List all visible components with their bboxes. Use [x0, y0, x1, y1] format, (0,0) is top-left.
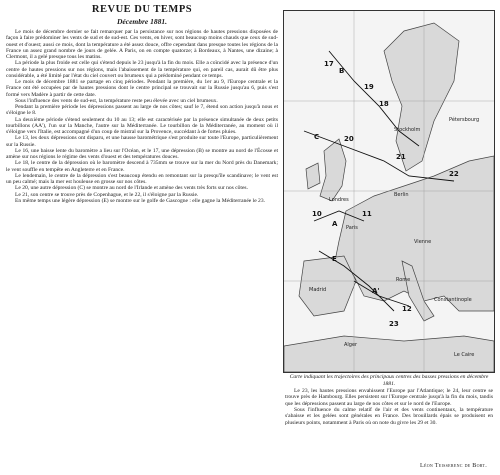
right-column — [285, 388, 493, 426]
map-label-constantinople: Constantinople — [434, 297, 472, 303]
track-letter-B: B — [339, 67, 345, 75]
article-title: REVUE DU TEMPS — [91, 4, 193, 15]
map-label-londres: Londres — [329, 197, 349, 203]
paragraph: Le 20, une autre dépression (C) se montre au nord de l'Irlande et amène des vents très forts sur nos côtes. — [15, 185, 248, 192]
paragraph: En même temps une légère dépression (E) se montre sur le golfe de Gascogne : elle gagne la Méditerranée le 23. — [15, 197, 265, 204]
map-label-vienne: Vienne — [414, 239, 432, 245]
ireland-land — [306, 163, 320, 189]
map-label-madrid: Madrid — [309, 287, 327, 293]
track-day-22: 22 — [449, 170, 459, 178]
map-label-paris: Paris — [346, 225, 358, 231]
map-label-alger: Alger — [344, 342, 358, 348]
paragraph: La deuxième période s'étend seulement du 10 au 13; elle est caractérisée par la présence simultanée de deux petits tourbillons (AA'), l'un sur la Manche, l'autre sur la Méditerranée. Le tourbillon de la Méditerranée, au moment où il s'éloigne vers l'Italie, est accompagné d'un coup de mistral sur la Provence, succédant à de fortes pluies. — [6, 116, 278, 135]
map-label-petersbourg: Pétersbourg — [449, 117, 480, 123]
left-column — [6, 4, 278, 204]
british-isles-land — [320, 139, 346, 201]
scandinavia-land — [384, 23, 459, 171]
paragraph: Le 23, les hautes pressions envahissent l'Europe par l'Atlantique; le 24, leur centre se trouve près de Hambourg. Elles persistent sur l'Europe centrale jusqu'à la fin du mois, tandis que les dépressions passent au large de nos côtes et sur le nord de l'Europe. — [285, 388, 493, 407]
track-day-21: 21 — [396, 153, 406, 161]
weather-map — [283, 10, 495, 373]
paragraph: Sous l'influence du calme relatif de l'air et des vents continentaux, la température s'abaisse et les gelées sont générales en France. Des brouillards épais se produisent en plusieurs points, notamment à Paris où on note du givre les 29 et 30. — [285, 407, 493, 426]
paragraph: Sous l'influence des vents de sud-est, la température reste peu élevée avec un ciel brumeux. — [15, 97, 218, 104]
paragraph: Le 21, son centre se trouve près de Copenhague, et le 22, il s'éloigne par la Russie. — [15, 191, 199, 198]
paragraph: La période la plus froide est celle qui s'étend depuis le 23 jusqu'à la fin du mois. Elle a coïncidé avec la présence d'un centre de hautes pressions sur nos régions, mais l'abaissement de la température qui, en pareil cas, aurait dû être plus considérable, a été limité par l'état du ciel couvert ou brumeux qui a prédominé pendant ce temps. — [6, 60, 278, 79]
map-label-stockholm: Stockholm — [394, 127, 421, 133]
track-day-18: 18 — [379, 100, 389, 108]
paragraph: Pendant la première période les dépressions passent au large de nos côtes; sauf le 7, étend son action jusqu'à nous et s'éloigne le 8. — [6, 104, 278, 117]
paragraph: Le mois de décembre 1881 se partage en cinq périodes. Pendant la première, du 1er au 9, l'Europe centrale et la France ont été occupées par de hautes pressions dont le centre principal se trouvait sur la Russie jusqu'au 6, puis s'est formé vers Madère à partir de cette date. — [6, 79, 278, 98]
track-letter-A: A — [332, 220, 338, 228]
map-label-rome: Rome — [396, 277, 411, 283]
paragraph: Le mois de décembre dernier se fait remarquer par la persistance sur nos régions de hautes pressions disposées de façon à faire prédominer les vents de sud et de sud-est. Ces vents, en hiver, sont beaucoup moins chauds que ceux de sud-ouest et d'ouest; aussi ce mois, dont la température a été assez douce, offre cependant dans presque toutes les régions de la France un assez grand nombre de jours de gelée. A Paris, on en compte quatorze; à Bordeaux, à Nantes, une dizaine; à Clermont, il a gelé presque tous les matins. — [6, 29, 278, 60]
track-day-19: 19 — [364, 83, 374, 91]
track-day-11: 11 — [362, 210, 372, 218]
track-letter-E: E — [332, 255, 337, 263]
track-letter-C: C — [314, 133, 320, 141]
article-subtitle: Décembre 1881. — [117, 17, 167, 26]
map-label-berlin: Berlin — [394, 192, 409, 198]
map-label-le-caire: Le Caire — [454, 352, 475, 358]
track-day-17: 17 — [324, 60, 334, 68]
track-day-23: 23 — [389, 320, 399, 328]
paragraph: Le 13, les deux dépressions ont disparu, et une hausse barométrique s'est produite sur toute l'Europe, particulièrement sur la Russie. — [6, 135, 278, 148]
paragraph: Le 18, le centre de la dépression où le baromètre descend à 735mm se trouve sur la mer du Nord près du Danemark; le vent souffle en tempête en Angleterre et en France. — [6, 160, 278, 173]
paragraph: Le lendemain, le centre de la dépression s'est beaucoup étendu en remontant sur la presqu'île scandinave; le vent est un peu calmé; mais la mer est houleuse en grosse sur nos côtes. — [6, 172, 278, 185]
paragraph: Le 16, une baisse lente du baromètre a lieu sur l'Océan, et le 17, une dépression (B) se montre au nord de l'Écosse et amène sur nos régions le régime des vents d'ouest et des températures douces. — [6, 147, 278, 160]
map-caption: Carte indiquant les trajectoires des principaux centres des basses pressions en décembre 1881. — [289, 374, 489, 387]
author-signature: Léon Teisserenc de Bort. — [420, 463, 488, 469]
track-day-12: 12 — [402, 305, 412, 313]
europe-map-figure — [284, 11, 494, 372]
track-day-10: 10 — [312, 210, 322, 218]
track-letter-A-prime: A' — [372, 287, 380, 295]
iberia-land — [299, 256, 356, 316]
track-day-20: 20 — [344, 135, 354, 143]
